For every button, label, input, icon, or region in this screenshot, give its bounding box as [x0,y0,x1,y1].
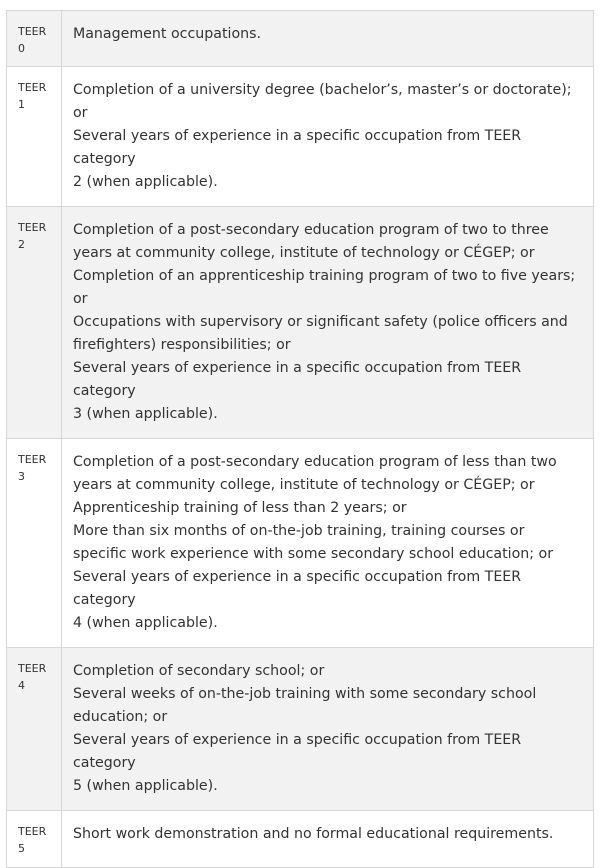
description-line: Completion of secondary school; or [73,663,325,679]
description-line: Management occupations. [73,26,262,42]
teer-table-body [7,11,594,868]
description-line: years at community college, institute of technology or CÉGEP; or [73,477,535,493]
teer-category-cell [7,207,62,439]
description-line: 5 (when applicable). [73,778,218,794]
description-line: 3 (when applicable). [73,406,218,422]
teer-category-number: 1 [18,98,25,111]
description-line: Several years of experience in a specific occupation from TEER category [73,569,522,608]
description-line: Completion of a post-secondary education program of less than two [73,454,557,470]
teer-category-number: 5 [18,842,25,855]
teer-row-0 [7,11,594,67]
teer-category-number: 3 [18,470,25,483]
teer-row-2 [7,207,594,439]
teer-row-4 [7,648,594,811]
description-line: Several years of experience in a specific occupation from TEER category [73,732,522,771]
teer-category-number: 4 [18,679,25,692]
teer-description-cell [62,11,594,67]
teer-category-cell [7,439,62,648]
description-line: 2 (when applicable). [73,174,218,190]
description-line: firefighters) responsibilities; or [73,337,291,353]
description-line: 4 (when applicable). [73,615,218,631]
description-line: or [73,291,88,307]
teer-category-label: TEER [18,81,47,94]
description-line: More than six months of on-the-job training, training courses or [73,523,525,539]
teer-category-cell [7,11,62,67]
teer-category-number: 0 [18,42,25,55]
description-line: Completion of an apprenticeship training program of two to five years; [73,268,576,284]
teer-category-label: TEER [18,25,47,38]
description-line: Several years of experience in a specific occupation from TEER category [73,360,522,399]
description-line: Completion of a university degree (bachelor’s, master’s or doctorate); [73,82,572,98]
teer-category-label: TEER [18,453,47,466]
teer-category-label: TEER [18,221,47,234]
description-line: education; or [73,709,168,725]
description-line: Several weeks of on-the-job training with some secondary school [73,686,537,702]
teer-description-cell [62,439,594,648]
teer-description-cell [62,811,594,868]
teer-categories-table [6,10,594,868]
teer-description-cell [62,207,594,439]
description-line: Occupations with supervisory or significant safety (police officers and [73,314,568,330]
description-line: years at community college, institute of technology or CÉGEP; or [73,245,535,261]
teer-row-5 [7,811,594,868]
teer-description-cell [62,648,594,811]
teer-row-1 [7,67,594,207]
description-line: specific work experience with some secondary school education; or [73,546,554,562]
description-line: Apprenticeship training of less than 2 years; or [73,500,407,516]
description-line: Completion of a post-secondary education program of two to three [73,222,549,238]
description-line: Short work demonstration and no formal educational requirements. [73,826,554,842]
teer-category-cell [7,648,62,811]
teer-category-cell [7,67,62,207]
description-line: Several years of experience in a specific occupation from TEER category [73,128,522,167]
teer-category-cell [7,811,62,868]
teer-category-number: 2 [18,238,25,251]
teer-row-3 [7,439,594,648]
teer-category-label: TEER [18,662,47,675]
description-line: or [73,105,88,121]
teer-description-cell [62,67,594,207]
teer-category-label: TEER [18,825,47,838]
